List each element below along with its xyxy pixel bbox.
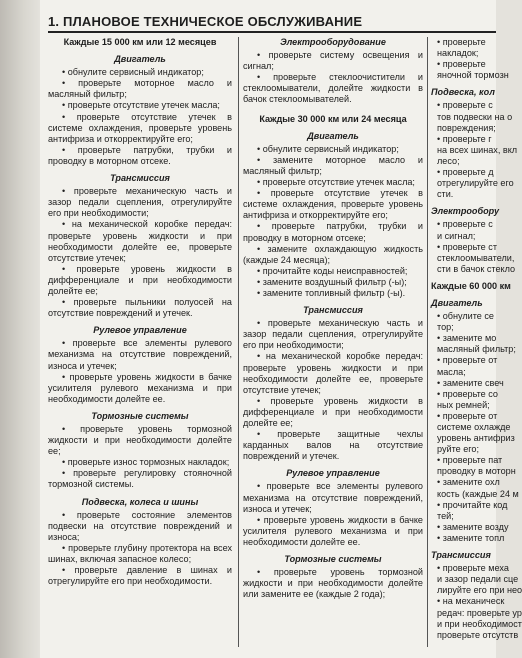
line-fragment: • проверьте меха — [437, 563, 509, 574]
line-fragment: • проверьте д — [437, 167, 494, 178]
line-fragment: повреждения; — [437, 122, 496, 133]
line-fragment: и зазор педали сце — [437, 574, 519, 585]
line-fragment: • обнулите се — [437, 311, 494, 322]
section-heading-brakes: Тормозные системы — [284, 554, 382, 565]
interval-heading: Каждые 15 000 км или 12 месяцев — [63, 37, 217, 47]
section-heading-transmission: Трансмиссия — [110, 173, 170, 184]
section-heading-engine: Двигатель — [114, 54, 166, 65]
line-fragment: проводку в моторн — [437, 466, 516, 477]
list-item: • обнулите сервисный индикатор; — [62, 67, 204, 78]
section-heading-steering: Рулевое управление — [93, 325, 187, 336]
line-fragment: • проверьте от — [437, 355, 498, 366]
line-fragment: • замените топл — [437, 532, 505, 543]
list-item: • замените воздушный фильтр (-ы); — [257, 276, 407, 287]
line-fragment: проверьте отсутств — [437, 629, 519, 640]
line-fragment: • замените мо — [437, 333, 497, 344]
line-fragment: стеклоомыватели, — [437, 252, 515, 263]
list-item: • проверьте патрубки, трубки и проводку в моторном отсеке. — [48, 144, 232, 166]
line-fragment: кость (каждые 24 м — [437, 488, 519, 499]
interval-heading: Каждые 60 000 км — [431, 280, 511, 291]
line-fragment: тов подвески на о — [437, 111, 513, 122]
line-fragment: яночной тормозн — [437, 70, 509, 81]
list-item: • проверьте глубину протектора на всех шинах, включая запасное колесо; — [48, 542, 232, 565]
list-item: • проверьте отсутствие утечек в системе охлаждения, проверьте уровень антифриза и откорректируйте его; — [243, 188, 423, 221]
list-item: • проверьте патрубки, трубки и проводку в моторном отсеке; — [243, 221, 423, 243]
line-fragment: тор; — [437, 322, 454, 333]
list-item: • проверьте отсутствие утечек масла; — [257, 177, 415, 188]
line-fragment: • проверьте пат — [437, 455, 503, 466]
line-fragment: • проверьте г — [437, 133, 492, 144]
list-item: • прочитайте коды неисправностей; — [257, 265, 408, 276]
title-divider — [48, 31, 496, 33]
line-fragment: • проверьте — [437, 37, 486, 47]
list-item: • проверьте отсутствие утечек масла; — [62, 100, 220, 111]
list-item: • проверьте уровень жидкости в дифференциале и при необходимости долейте ее; — [48, 263, 232, 296]
list-item: • на механической коробке передач: проверьте уровень жидкости и при необходимости долейте ее, проверьте отсутствие утечек; — [243, 351, 423, 395]
list-item: • проверьте уровень тормозной жидкости и при необходимости долейте или замените ее (каждые 2 года); — [243, 567, 423, 600]
line-fragment: и при необходимост — [437, 618, 522, 629]
line-fragment: лесо; — [437, 155, 460, 166]
section-heading-electrical: Электрообору — [431, 206, 500, 217]
list-item: • проверьте давление в шинах и отрегулируйте его при необходимости. — [48, 565, 232, 587]
line-fragment: • замените возду — [437, 521, 509, 532]
line-fragment: • проверьте ст — [437, 241, 497, 252]
section-heading-steering: Рулевое управление — [286, 468, 380, 479]
section-heading-engine: Двигатель — [431, 297, 483, 308]
line-fragment: • проверьте с — [437, 100, 493, 111]
list-item: • на механической коробке передач: проверьте уровень жидкости и при необходимости долейте ее, проверьте отсутствие утечек; — [48, 219, 232, 263]
list-item: • проверьте уровень жидкости в дифференциале и при необходимости долейте ее; — [243, 395, 423, 428]
line-fragment: системе охлажде — [437, 422, 511, 432]
line-fragment: • прочитайте код — [437, 499, 508, 510]
line-fragment: масляный фильтр; — [437, 344, 516, 355]
line-fragment: сти в бачок стекло — [437, 263, 516, 274]
list-item: • проверьте все элементы рулевого механизма на отсутствие повреждений, износа и утечек; — [243, 481, 423, 514]
line-fragment: • проверьте от — [437, 410, 498, 421]
column-1 — [48, 37, 232, 652]
line-fragment: накладок; — [437, 48, 479, 59]
line-fragment: • на механическ — [437, 596, 505, 607]
list-item: • проверьте регулировку стояночной тормозной системы. — [48, 468, 232, 490]
column-divider — [238, 37, 239, 647]
line-fragment: сти. — [437, 189, 454, 200]
line-fragment: • замените охл — [437, 477, 500, 488]
list-item: • проверьте уровень жидкости в бачке усилителя рулевого механизма и при необходимости долейте ее. — [243, 514, 423, 547]
line-fragment: уровень антифриз — [437, 433, 515, 444]
column-divider — [427, 37, 428, 647]
line-fragment: • проверьте со — [437, 388, 498, 399]
list-item: • проверьте механическую часть и зазор педали сцепления, отрегулируйте его при необходимости; — [48, 186, 232, 219]
list-item: • проверьте отсутствие утечек в системе охлаждения, проверьте уровень антифриза и откорректируйте его; — [48, 111, 232, 144]
list-item: • проверьте пыльники полуосей на отсутствие повреждений и утечек. — [48, 297, 232, 319]
interval-heading: Каждые 30 000 км или 24 месяца — [259, 113, 407, 124]
list-item: • проверьте защитные чехлы карданных валов на отсутствие повреждений и утечек. — [243, 429, 423, 462]
page-title: 1. ПЛАНОВОЕ ТЕХНИЧЕСКОЕ ОБСЛУЖИВАНИЕ — [48, 14, 363, 29]
line-fragment: редач: проверьте ур — [437, 607, 522, 618]
section-heading-suspension: Подвеска, колеса и шины — [81, 496, 199, 507]
section-heading-transmission: Трансмиссия — [431, 550, 491, 561]
page-binding-shadow — [0, 0, 40, 658]
list-item: • проверьте состояние элементов подвески на отсутствие повреждений и износа; — [48, 509, 232, 542]
line-fragment: лируйте его при нео — [437, 585, 522, 596]
column-3-partial — [431, 37, 522, 652]
line-fragment: на всех шинах, вкл — [437, 144, 518, 155]
line-fragment: ных ремней; — [437, 399, 490, 410]
line-fragment: руйте его; — [437, 444, 479, 455]
line-fragment: • проверьте с — [437, 219, 493, 230]
list-item: • замените моторное масло и масляный фильтр; — [243, 154, 423, 176]
line-fragment: • проверьте — [437, 59, 486, 70]
line-fragment: тей; — [437, 510, 454, 521]
section-heading-suspension: Подвеска, кол — [431, 87, 495, 98]
section-heading-brakes: Тормозные системы — [91, 410, 189, 421]
section-heading-engine: Двигатель — [307, 130, 359, 141]
line-fragment: и сигнал; — [437, 230, 476, 241]
list-item: • проверьте механическую часть и зазор педали сцепления, отрегулируйте его при необходимости; — [243, 318, 423, 351]
line-fragment: отрегулируйте его — [437, 178, 514, 189]
list-item: • замените топливный фильтр (-ы). — [257, 287, 406, 298]
line-fragment: масла; — [437, 366, 466, 377]
list-item: • проверьте стеклоочистители и стеклоомыватели, долейте жидкости в бачок стеклоомывателей. — [243, 72, 423, 105]
list-item: • проверьте износ тормозных накладок; — [62, 457, 230, 468]
list-item: • проверьте уровень жидкости в бачке усилителя рулевого механизма и при необходимости долейте ее. — [48, 371, 232, 404]
list-item: • обнулите сервисный индикатор; — [257, 143, 399, 154]
section-heading-electrical: Электрооборудование — [280, 37, 386, 47]
column-2 — [243, 37, 423, 652]
list-item: • проверьте уровень тормозной жидкости и при необходимости долейте ее; — [48, 424, 232, 457]
list-item: • проверьте моторное масло и масляный фильтр; — [48, 78, 232, 100]
list-item: • замените охлаждающую жидкость (каждые 24 месяца); — [243, 243, 423, 265]
list-item: • проверьте все элементы рулевого механизма на отсутствие повреждений, износа и утечек; — [48, 338, 232, 371]
section-heading-transmission: Трансмиссия — [303, 305, 363, 316]
line-fragment: • замените свеч — [437, 377, 504, 388]
list-item: • проверьте систему освещения и сигнал; — [243, 50, 423, 72]
